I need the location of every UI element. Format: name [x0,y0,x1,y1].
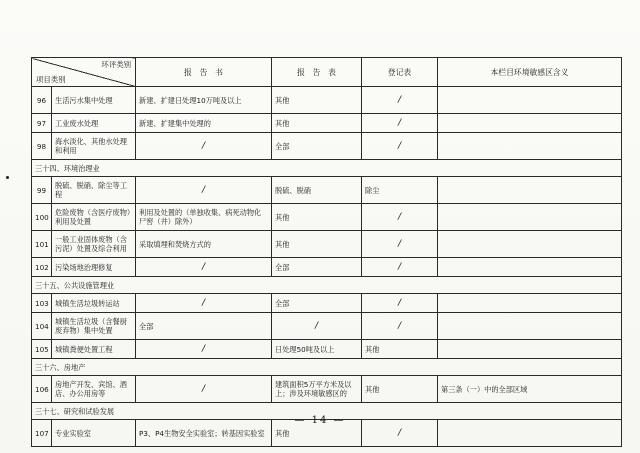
project-category: 海水淡化、其他水处理和利用 [52,133,136,160]
section-row [32,277,622,294]
report-book-cell: / [136,133,272,160]
diagonal-header-cell [32,58,136,87]
table-body [32,87,622,447]
table-row [32,258,622,277]
col-registration-form: 登记表 [362,58,438,87]
registration-form-cell: / [362,258,438,277]
project-category: 生活污水集中处理 [52,87,136,114]
report-book-cell: / [136,258,272,277]
section-title: 三十四、环境治理业 [32,160,622,177]
sensitive-area-cell [438,87,622,114]
table-row [32,340,622,359]
row-number: 103 [32,294,52,313]
project-category: 一般工业固体废物（含污泥）处置及综合利用 [52,231,136,258]
row-number: 105 [32,340,52,359]
margin-dot [6,176,9,179]
report-table-cell: 其他 [272,231,362,258]
section-row [32,359,622,376]
project-category: 城镇生活垃圾（含餐厨废弃物）集中处置 [52,313,136,340]
sensitive-area-cell [438,177,622,204]
registration-form-cell: / [362,420,438,447]
table-row [32,231,622,258]
table-row [32,294,622,313]
sensitive-area-cell [438,313,622,340]
report-book-cell: / [136,340,272,359]
row-number: 100 [32,204,52,231]
header-row [32,58,622,87]
table-row [32,376,622,403]
registration-form-cell: 除尘 [362,177,438,204]
report-book-cell: 新建、扩建集中处理的 [136,114,272,133]
sensitive-area-cell [438,231,622,258]
project-category: 专业实验室 [52,420,136,447]
table-row [32,313,622,340]
row-number: 97 [32,114,52,133]
sensitive-area-cell [438,258,622,277]
table-row [32,204,622,231]
section-title: 三十五、公共设施管理业 [32,277,622,294]
table-row [32,133,622,160]
report-table-cell: 其他 [272,204,362,231]
report-table-cell: 日处理50吨及以上 [272,340,362,359]
project-category: 工业废水处理 [52,114,136,133]
sensitive-area-cell: 第三条（一）中的全部区域 [438,376,622,403]
project-category: 城镇粪便处置工程 [52,340,136,359]
project-category: 房地产开发、宾馆、酒店、办公用房等 [52,376,136,403]
registration-form-cell: / [362,87,438,114]
row-number: 106 [32,376,52,403]
registration-form-cell: 其他 [362,340,438,359]
section-row [32,160,622,177]
registration-form-cell: / [362,133,438,160]
report-book-cell: / [136,177,272,204]
report-book-cell: 利用及处置的（单独收集、病死动物化尸窖（井）除外） [136,204,272,231]
report-table-cell: 脱硫、脱硝 [272,177,362,204]
report-table-cell: 全部 [272,258,362,277]
report-table-cell: 全部 [272,133,362,160]
page-number: — 14 — [294,415,346,426]
registration-form-cell: 其他 [362,376,438,403]
col-report-book: 报 告 书 [136,58,272,87]
row-number: 99 [32,177,52,204]
project-category: 危险废物（含医疗废物）利用及处置 [52,204,136,231]
report-book-cell: 全部 [136,313,272,340]
table-row [32,114,622,133]
classification-table [31,57,622,447]
row-number: 102 [32,258,52,277]
sensitive-area-cell [438,294,622,313]
section-title: 三十七、研究和试验发展 [32,403,622,420]
table-row [32,87,622,114]
report-table-cell: / [272,313,362,340]
report-table-cell: 其他 [272,87,362,114]
sensitive-area-cell [438,340,622,359]
report-table-cell: 其他 [272,114,362,133]
report-table-cell: 建筑面积5万平方米及以上；涉及环境敏感区的 [272,376,362,403]
project-category: 城镇生活垃圾转运站 [52,294,136,313]
report-book-cell: P3、P4生物安全实验室；转基因实验室 [136,420,272,447]
row-number: 101 [32,231,52,258]
row-number: 107 [32,420,52,447]
diag-top-label: 环评类别 [101,60,131,69]
row-number: 104 [32,313,52,340]
report-book-cell: / [136,376,272,403]
registration-form-cell: / [362,231,438,258]
col-sensitive-area: 本栏目环境敏感区含义 [438,58,622,87]
col-report-table: 报 告 表 [272,58,362,87]
report-book-cell: 新建、扩建日处理10万吨及以上 [136,87,272,114]
row-number: 98 [32,133,52,160]
registration-form-cell: / [362,204,438,231]
table-row [32,177,622,204]
registration-form-cell: / [362,313,438,340]
report-table-cell: 全部 [272,294,362,313]
row-number: 96 [32,87,52,114]
report-table-cell: 其他 [272,420,362,447]
sensitive-area-cell [438,204,622,231]
registration-form-cell: / [362,114,438,133]
sensitive-area-cell [438,133,622,160]
diag-bottom-label: 项目类别 [36,75,66,84]
sensitive-area-cell [438,114,622,133]
project-category: 脱硫、脱硝、除尘等工程 [52,177,136,204]
report-book-cell: 采取填埋和焚烧方式的 [136,231,272,258]
project-category: 污染场地治理修复 [52,258,136,277]
section-title: 三十六、房地产 [32,359,622,376]
registration-form-cell: / [362,294,438,313]
report-book-cell: / [136,294,272,313]
